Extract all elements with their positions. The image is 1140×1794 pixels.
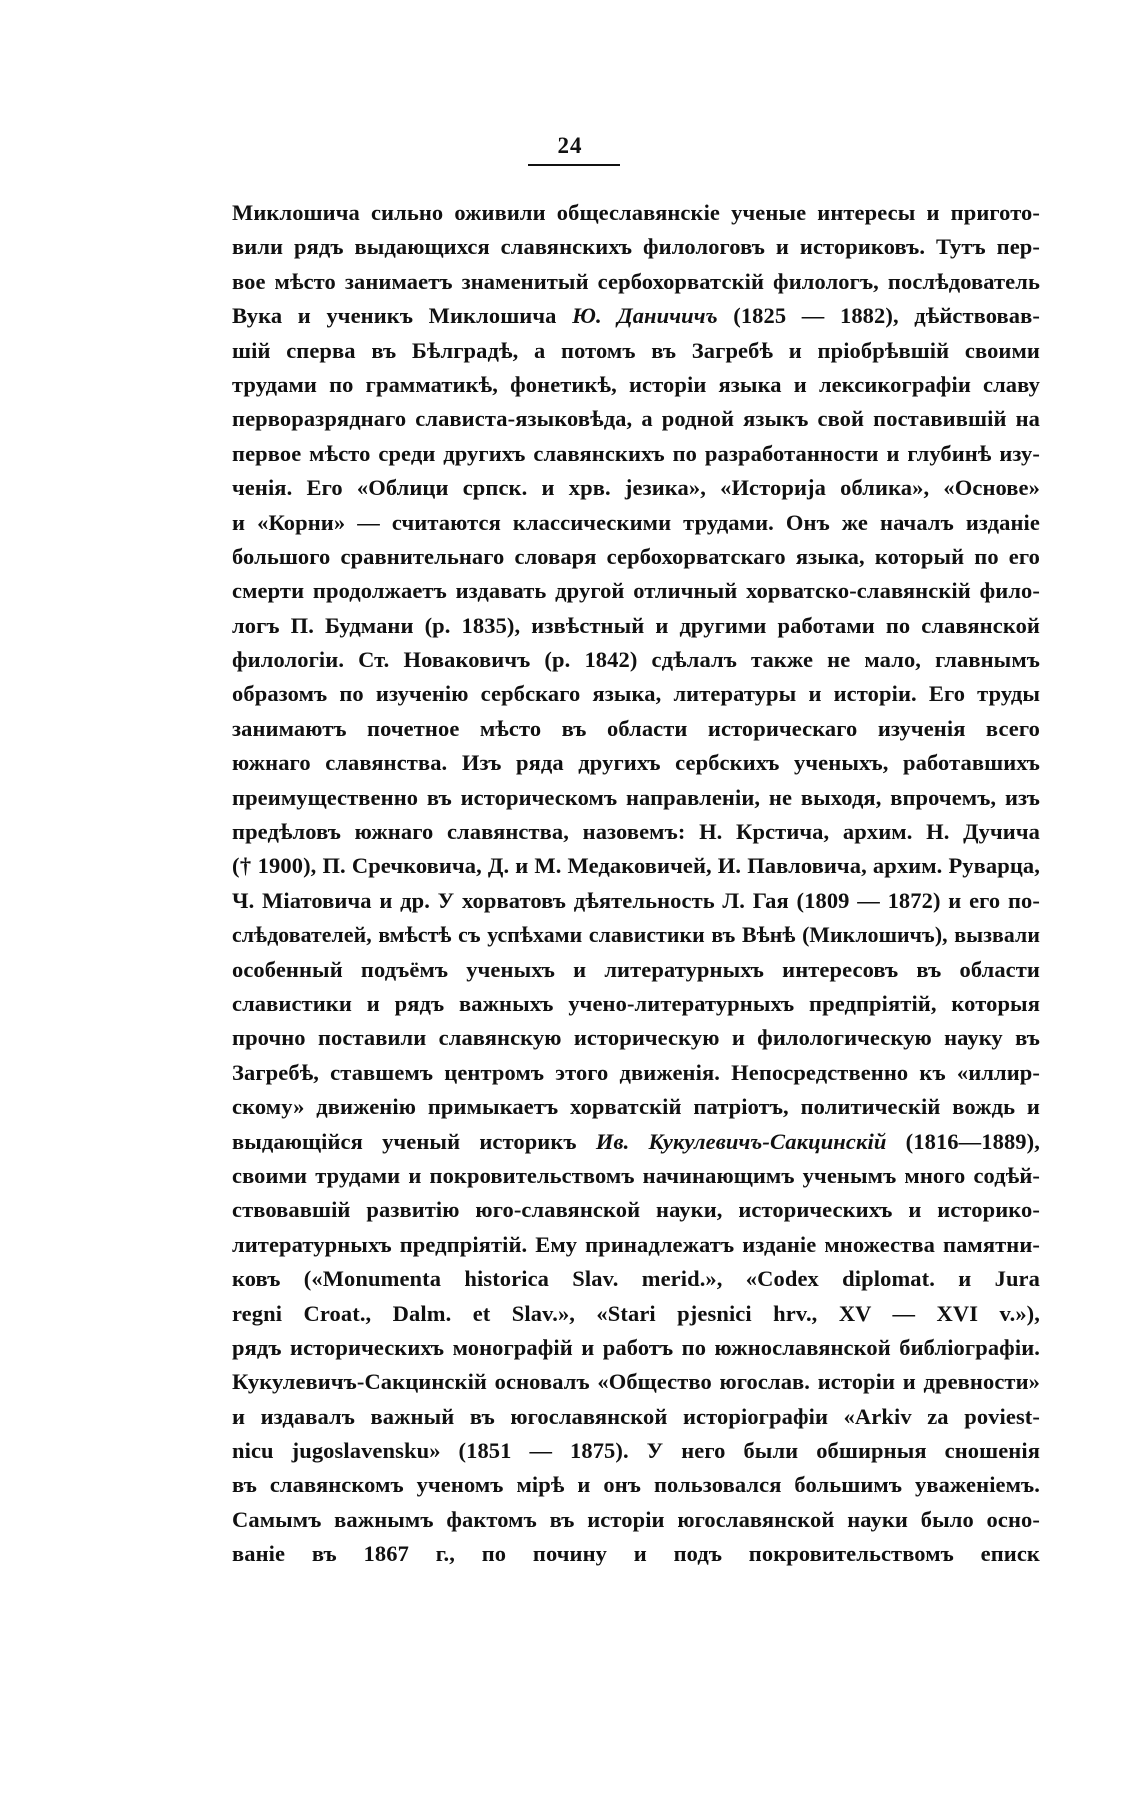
text-line-with-italic-name [232,299,1040,333]
text-line: трудами по грамматикѣ, фонетикѣ, исторіи языка и лексикографіи славу [232,371,1040,397]
text-segment: выдающійся ученый историкъ [232,1128,596,1154]
text-line: смерти продолжаетъ издавать другой отличный хорватско-славянскій фило- [232,578,1040,604]
text-segment: Вука и ученикъ Миклошича [232,303,573,329]
page-number-rule [528,164,620,166]
text-line: Самымъ важнымъ фактомъ въ исторіи югославянской науки было осно- [232,1506,1040,1532]
text-line: логъ П. Будмани (р. 1835), извѣстный и другими работами по славянской [232,612,1040,638]
text-line: литературныхъ предпріятій. Ему принадлежатъ изданіе множества памятни- [232,1231,1040,1257]
text-line: предѣловъ южнаго славянства, назовемъ: Н. Крстича, архим. Н. Дучича [232,819,1040,845]
text-line: regni Croat., Dalm. et Slav.», «Stari pjesnici hrv., XV — XVI v.»), [232,1300,1040,1326]
text-line: и «Корни» — считаются классическими трудами. Онъ же началъ изданіе [232,509,1040,535]
text-line: Миклошича сильно оживили общеславянскіе ученые интересы и пригото- [232,200,1040,225]
text-line: преимущественно въ историческомъ направленіи, не выходя, впрочемъ, изъ [232,784,1040,810]
text-line: вили рядъ выдающихся славянскихъ филологовъ и историковъ. Тутъ пер- [232,234,1040,260]
body-text [232,196,1040,1572]
text-line: особенный подъёмъ ученыхъ и литературныхъ интересовъ въ области [232,956,1040,982]
text-line: рядъ историческихъ монографій и работъ по южнославянской библіографіи. [232,1334,1040,1360]
text-line: Ч. Міатовича и др. У хорватовъ дѣятельность Л. Гая (1809 — 1872) и его по- [232,887,1040,913]
text-segment: (1816—1889), [886,1128,1040,1154]
text-segment: (1825 — 1882), дѣйствовав- [717,303,1040,329]
italic-name-kukulevich: Ив. Кукулевичъ-Сакцинскій [595,1128,887,1154]
text-line: большого сравнительнаго словаря сербохорватскаго языка, который по его [232,543,1040,569]
text-line-with-italic-name [232,1125,1040,1159]
text-line: ковъ («Monumenta historica Slav. merid.», «Codex diplomat. и Jura [232,1266,1040,1292]
text-line: шій сперва въ Бѣлградѣ, а потомъ въ Загребѣ и пріобрѣвшій своими [232,337,1040,363]
text-line: своими трудами и покровительствомъ начинающимъ ученымъ много содѣй- [232,1162,1040,1188]
italic-name-danichich: Ю. Даничичъ [572,303,718,329]
text-line: Кукулевичъ-Сакцинскій основалъ «Общество югослав. исторiи и древности» [232,1369,1040,1395]
text-line: славистики и рядъ важныхъ учено-литературныхъ предпріятій, которыя [232,990,1040,1016]
text-line: перворазряднаго слависта-языковѣда, а родной языкъ свой поставившій на [232,406,1040,432]
text-line: nicu jugoslavensku» (1851 — 1875). У него были обширныя сношенія [232,1438,1040,1464]
text-line: южнаго славянства. Изъ ряда другихъ сербскихъ ученыхъ, работавшихъ [232,750,1040,776]
text-line: и издавалъ важный въ югославянской исторіографіи «Arkiv za poviest- [232,1403,1040,1429]
page-number: 24 [557,133,583,158]
text-line: занимаютъ почетное мѣсто въ области историческаго изученія всего [232,715,1040,741]
text-line: Загребѣ, ставшемъ центромъ этого движенія. Непосредственно къ «иллир- [232,1059,1040,1085]
text-line: ствовавшій развитію юго-славянской науки, историческихъ и историко- [232,1197,1040,1223]
text-line: образомъ по изученію сербскаго языка, литературы и исторіи. Его труды [232,681,1040,707]
text-line: вое мѣсто занимаетъ знаменитый сербохорватскій филологъ, послѣдователь [232,268,1040,294]
text-line: скому» движенію примыкаетъ хорватскій патріотъ, политическій вождь и [232,1094,1040,1120]
text-line: въ славянскомъ ученомъ мірѣ и онъ пользовался большимъ уваженіемъ. [232,1472,1040,1498]
text-line-last: ваніе въ 1867 г., по почину и подъ покровительствомъ еписк [232,1541,1040,1567]
text-line: прочно поставили славянскую историческую и филологическую науку въ [232,1025,1040,1051]
text-line: филологіи. Ст. Новаковичъ (р. 1842) сдѣлалъ также не мало, главнымъ [232,647,1040,673]
text-line: ченія. Его «Облици српск. и хрв. језика», «Историја облика», «Основе» [232,475,1040,501]
text-line: первое мѣсто среди другихъ славянскихъ по разработанности и глубинѣ изу- [232,440,1040,466]
text-line: слѣдователей, вмѣстѣ съ успѣхами славистики въ Вѣнѣ (Миклошичъ), вызвали [232,923,1040,948]
text-line: († 1900), П. Сречковича, Д. и М. Медаковичей, И. Павловича, архим. Руварца, [232,853,1040,879]
